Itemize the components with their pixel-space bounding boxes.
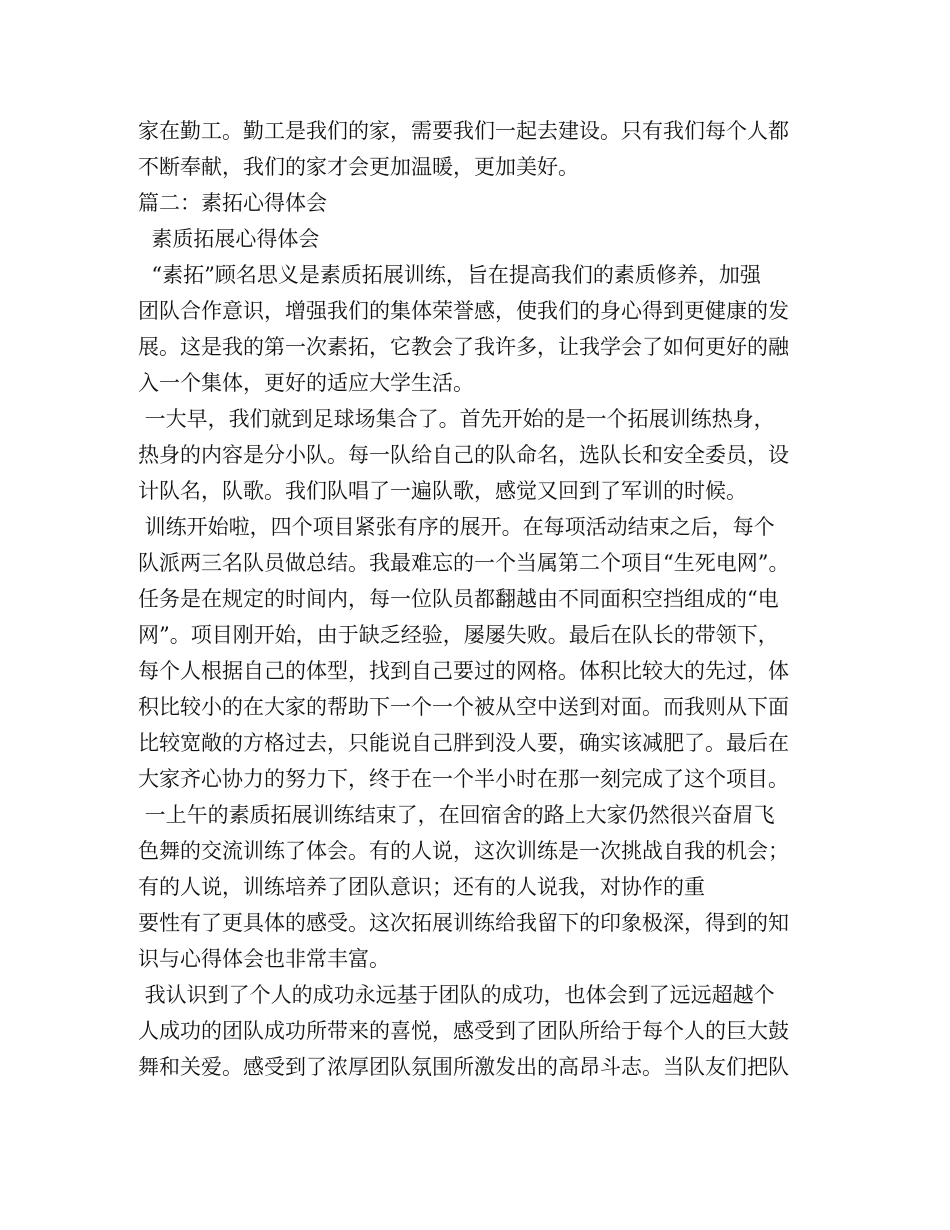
text-line: 色舞的交流训练了体会。有的人说，这次训练是一次挑战自我的机会； [138,839,789,863]
text-line: 人成功的团队成功所带来的喜悦，感受到了团队所给于每个人的巨大鼓 [138,1019,789,1043]
text-line: 计队名，队歌。我们队唱了一遍队歌，感觉又回到了军训的时候。 [138,479,747,503]
text-line: 一大早，我们就到足球场集合了。首先开始的是一个拓展训练热身， [138,407,775,431]
text-line: 网”。项目刚开始，由于缺乏经验，屡屡失败。最后在队长的带领下， [138,623,779,647]
text-line: 入一个集体，更好的适应大学生活。 [138,371,474,395]
text-line: 识与心得体会也非常丰富。 [138,947,390,971]
text-line: 我认识到了个人的成功永远基于团队的成功，也体会到了远远超越个 [138,983,775,1007]
text-line: 家在勤工。勤工是我们的家，需要我们一起去建设。只有我们每个人都 [138,119,789,143]
text-line: 不断奉献，我们的家才会更加温暖，更加美好。 [138,155,579,179]
document-body [138,113,828,1085]
text-line: 团队合作意识，增强我们的集体荣誉感，使我们的身心得到更健康的发 [138,299,789,323]
text-line: 要性有了更具体的感受。这次拓展训练给我留下的印象极深，得到的知 [138,911,789,935]
text-line: 一上午的素质拓展训练结束了，在回宿舍的路上大家仍然很兴奋眉飞 [138,803,775,827]
text-line: 展。这是我的第一次素拓，它教会了我许多，让我学会了如何更好的融 [138,335,789,359]
text-line: 每个人根据自己的体型，找到自己要过的网格。体积比较大的先过，体 [138,659,789,683]
text-line: 舞和关爱。感受到了浓厚团队氛围所激发出的高昂斗志。当队友们把队 [138,1055,789,1079]
text-line: 大家齐心协力的努力下，终于在一个半小时在那一刻完成了这个项目。 [138,767,789,791]
text-line: 热身的内容是分小队。每一队给自己的队命名，选队长和安全委员，设 [138,443,789,467]
text-line: 训练开始啦，四个项目紧张有序的展开。在每项活动结束之后，每个 [138,515,775,539]
text-line: 任务是在规定的时间内，每一位队员都翻越由不同面积空挡组成的“电 [138,587,779,611]
text-line: 队派两三名队员做总结。我最难忘的一个当属第二个项目“生死电网”。 [138,551,790,575]
text-line: 有的人说，训练培养了团队意识；还有的人说我，对协作的重 [138,875,705,899]
text-line: 比较宽敞的方格过去，只能说自己胖到没人要，确实该减肥了。最后在 [138,731,789,755]
text-line: 积比较小的在大家的帮助下一个一个被从空中送到对面。而我则从下面 [138,695,789,719]
article-title: 素质拓展心得体会 [138,227,320,251]
text-line: “素拓”顾名思义是素质拓展训练，旨在提高我们的素质修养，加强 [138,263,761,287]
section-heading: 篇二：素拓心得体会 [138,191,327,215]
